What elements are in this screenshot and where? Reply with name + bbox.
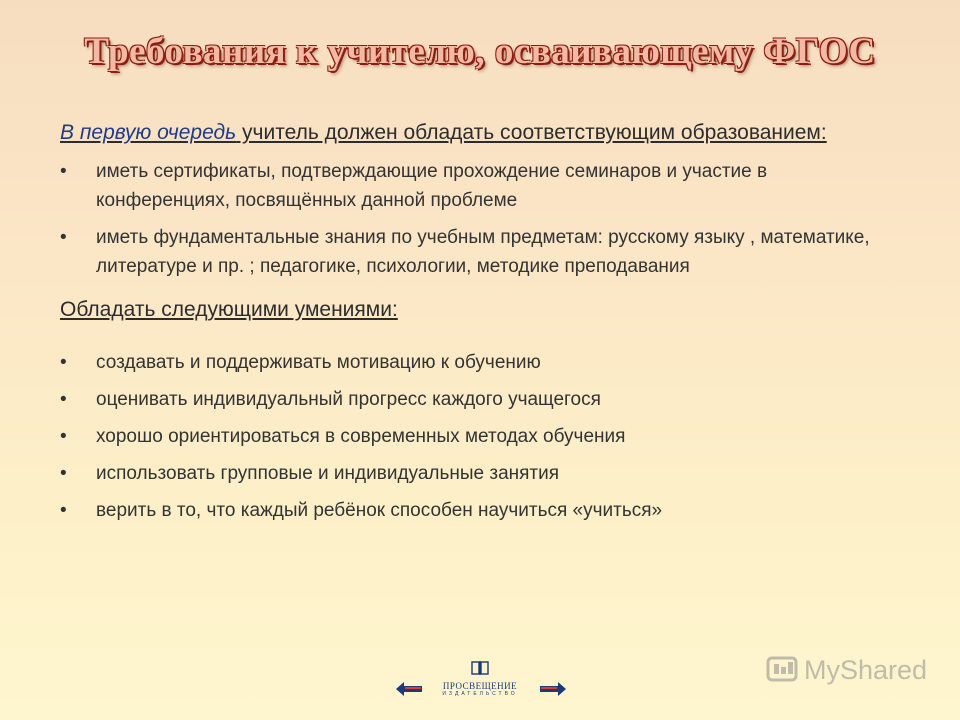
- list-item: [60, 422, 880, 451]
- slide-content: [60, 118, 880, 533]
- bullet-icon: •: [60, 500, 67, 521]
- bullet-icon: •: [60, 352, 67, 373]
- bullet-icon: •: [60, 389, 67, 410]
- next-slide-button[interactable]: [540, 682, 566, 701]
- section1-heading-accent: В первую очередь: [60, 121, 237, 144]
- list-item: [60, 223, 880, 281]
- publisher-logo-icon: [471, 660, 489, 676]
- list-item: [60, 157, 880, 215]
- list-item: [60, 348, 880, 377]
- list-item-text: иметь фундаментальные знания по учебным предметам: русскому языку , математике, литературе и пр. ; педагогике, психологии, методике преподавания: [96, 227, 870, 277]
- publisher-name: ПРОСВЕЩЕНИЕ: [442, 681, 518, 691]
- arrow-right-icon: [540, 682, 566, 696]
- list-item-text: верить в то, что каждый ребёнок способен научиться «учиться»: [96, 500, 663, 521]
- bullet-icon: •: [60, 426, 67, 447]
- prev-slide-button[interactable]: [396, 682, 422, 701]
- section1-heading-rest: учитель должен обладать соответствующим образованием:: [236, 121, 827, 144]
- list-item-text: оценивать индивидуальный прогресс каждого учащегося: [96, 389, 601, 410]
- watermark-text: MyShared: [804, 654, 928, 685]
- list-item-text: хорошо ориентироваться в современных методах обучения: [96, 426, 626, 447]
- bullet-icon: •: [60, 463, 67, 484]
- watermark: [766, 654, 927, 686]
- myshared-logo-icon: [766, 654, 800, 686]
- publisher-subtitle: ИЗДАТЕЛЬСТВО: [442, 691, 518, 697]
- publisher-logo: [430, 660, 530, 697]
- bullet-icon: •: [60, 161, 67, 182]
- list-item-text: использовать групповые и индивидуальные занятия: [96, 463, 560, 484]
- section1-heading: [60, 118, 880, 147]
- section2-list: [60, 348, 880, 525]
- list-item-text: создавать и поддерживать мотивацию к обучению: [96, 352, 541, 373]
- slide-title: Требования к учителю, осваивающему ФГОС: [84, 31, 876, 72]
- list-item: [60, 459, 880, 488]
- list-item-text: иметь сертификаты, подтверждающие прохождение семинаров и участие в конференциях, посвящённых данной проблеме: [96, 161, 768, 211]
- list-item: [60, 496, 880, 525]
- list-item: [60, 385, 880, 414]
- bullet-icon: •: [60, 227, 67, 248]
- section1-list: [60, 157, 880, 281]
- section2-heading: Обладать следующими умениями:: [60, 298, 398, 321]
- arrow-left-icon: [396, 682, 422, 696]
